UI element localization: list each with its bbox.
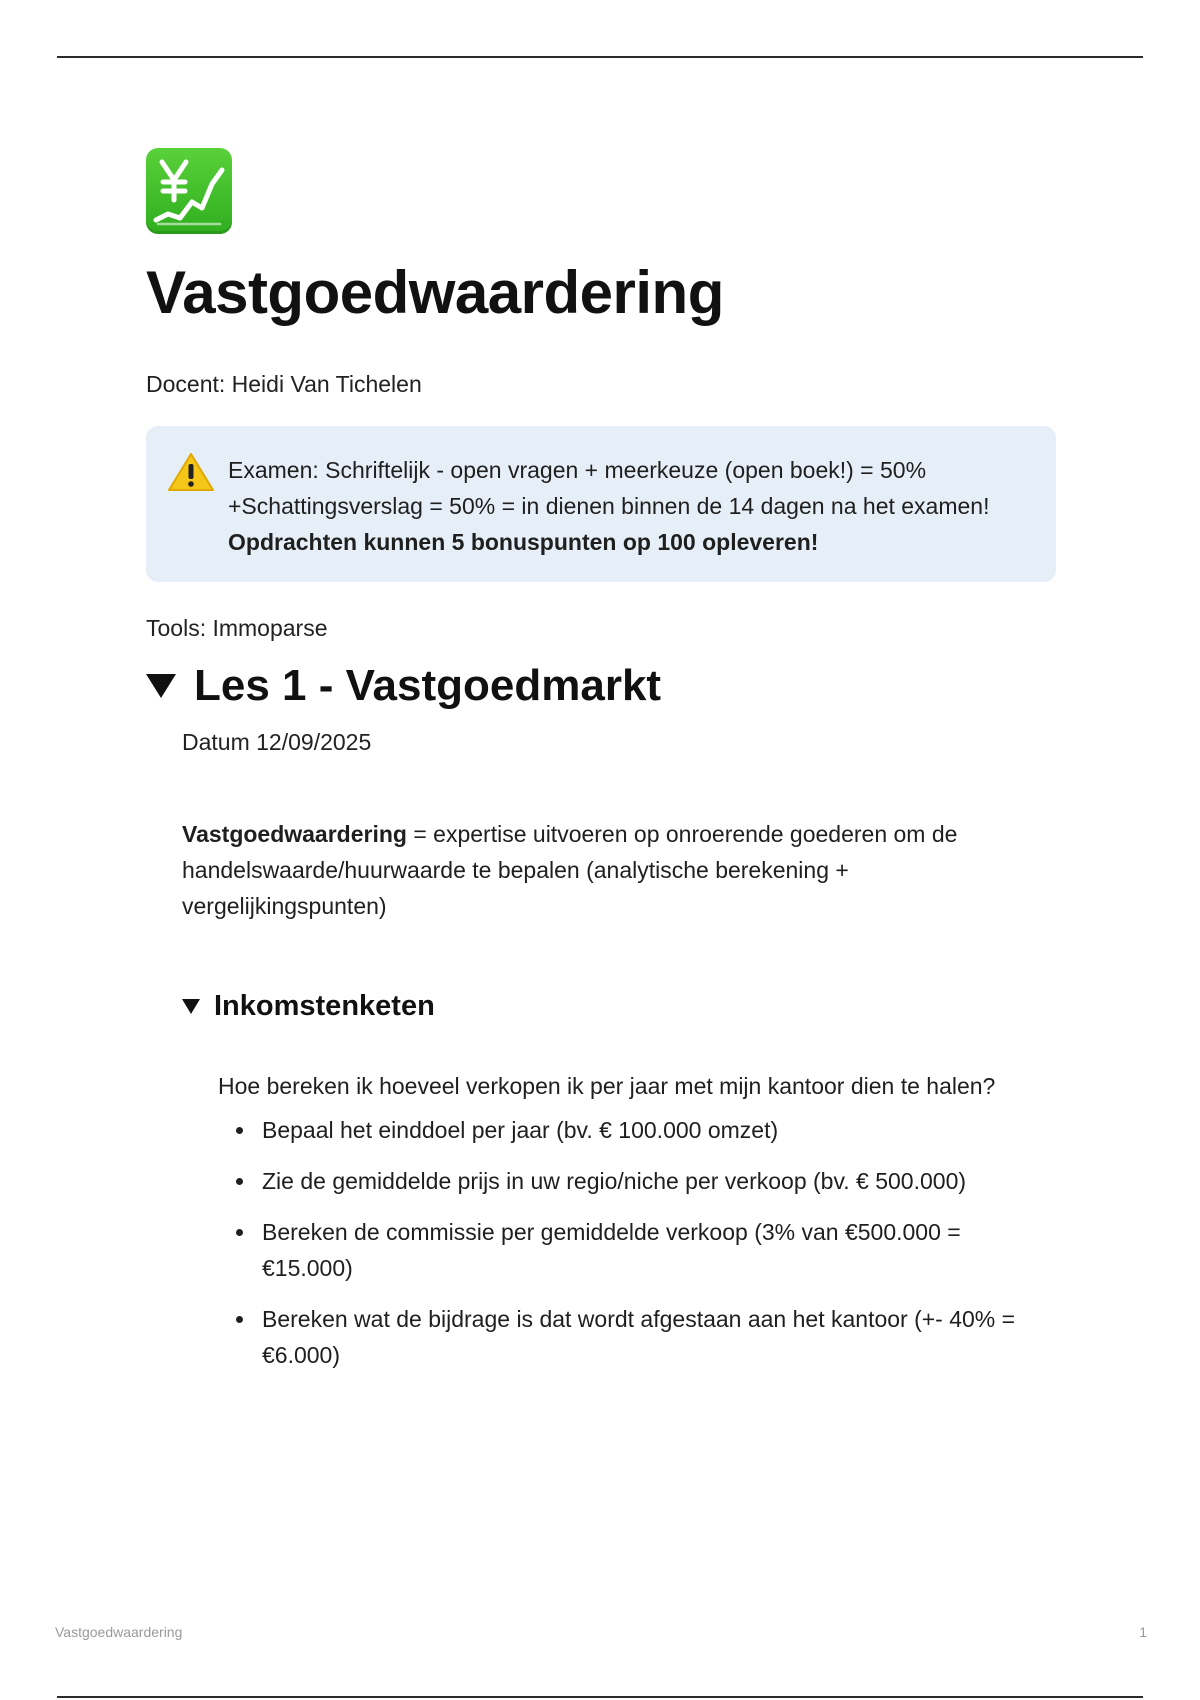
list-item [262,1301,1056,1373]
bullet-dot-icon [236,1178,243,1185]
question-paragraph: Hoe bereken ik hoeveel verkopen ik per jaar met mijn kantoor dien te halen? [218,1073,996,1099]
toggle-triangle-down-icon[interactable] [146,674,176,698]
list-item [262,1163,1056,1199]
toggle-body-inkomstenketen [218,1068,1056,1373]
tools-line: Tools: Immoparse [146,615,328,641]
callout-text [228,452,1026,560]
callout-bonus-info: Opdrachten kunnen 5 bonuspunten op 100 opleveren! [228,529,819,555]
definition-term: Vastgoedwaardering [182,821,407,847]
toggle-heading-inkomstenketen[interactable] [182,986,1056,1026]
bottom-rule [57,1696,1143,1698]
list-item-text: Bereken de commissie per gemiddelde verkoop (3% van €500.000 = €15.000) [262,1219,961,1281]
bullet-dot-icon [236,1316,243,1323]
page-content [146,148,1056,1388]
bullet-dot-icon [236,1229,243,1236]
exam-callout [146,426,1056,582]
list-item-text: Bepaal het einddoel per jaar (bv. € 100.000 omzet) [262,1117,779,1143]
bullet-dot-icon [236,1127,243,1134]
top-rule [57,56,1143,58]
footer-document-name: Vastgoedwaardering [55,1624,183,1640]
teacher-line: Docent: Heidi Van Tichelen [146,371,422,397]
definition-paragraph [182,816,1056,924]
chart-with-upwards-trend-and-yen-icon [146,148,232,234]
footer-page-number: 1 [1139,1624,1147,1640]
toggle-triangle-down-icon[interactable] [182,999,200,1014]
bullet-list [218,1112,1056,1373]
section-heading: Les 1 - Vastgoedmarkt [194,661,662,710]
page-title: Vastgoedwaardering [146,259,724,326]
toggle-heading-les-1[interactable] [146,658,1056,714]
toggle-body-les-1 [182,726,1056,1373]
list-item [262,1214,1056,1286]
warning-icon [166,451,216,493]
list-item-text: Zie de gemiddelde prijs in uw regio/niche per verkoop (bv. € 500.000) [262,1168,967,1194]
list-item-text: Bereken wat de bijdrage is dat wordt afgestaan aan het kantoor (+- 40% = €6.000) [262,1306,1016,1368]
definition-text: = expertise uitvoeren op onroerende goederen om de handelswaarde/huurwaarde te bepalen (analytische berekening + vergelijkingspunten) [182,821,958,919]
subsection-heading: Inkomstenketen [214,990,435,1022]
callout-exam-info: Examen: Schriftelijk - open vragen + meerkeuze (open boek!) = 50% +Schattingsverslag = 50% = in dienen binnen de 14 dagen na het examen! [228,457,990,519]
date-line: Datum 12/09/2025 [182,729,372,755]
list-item [262,1112,1056,1148]
